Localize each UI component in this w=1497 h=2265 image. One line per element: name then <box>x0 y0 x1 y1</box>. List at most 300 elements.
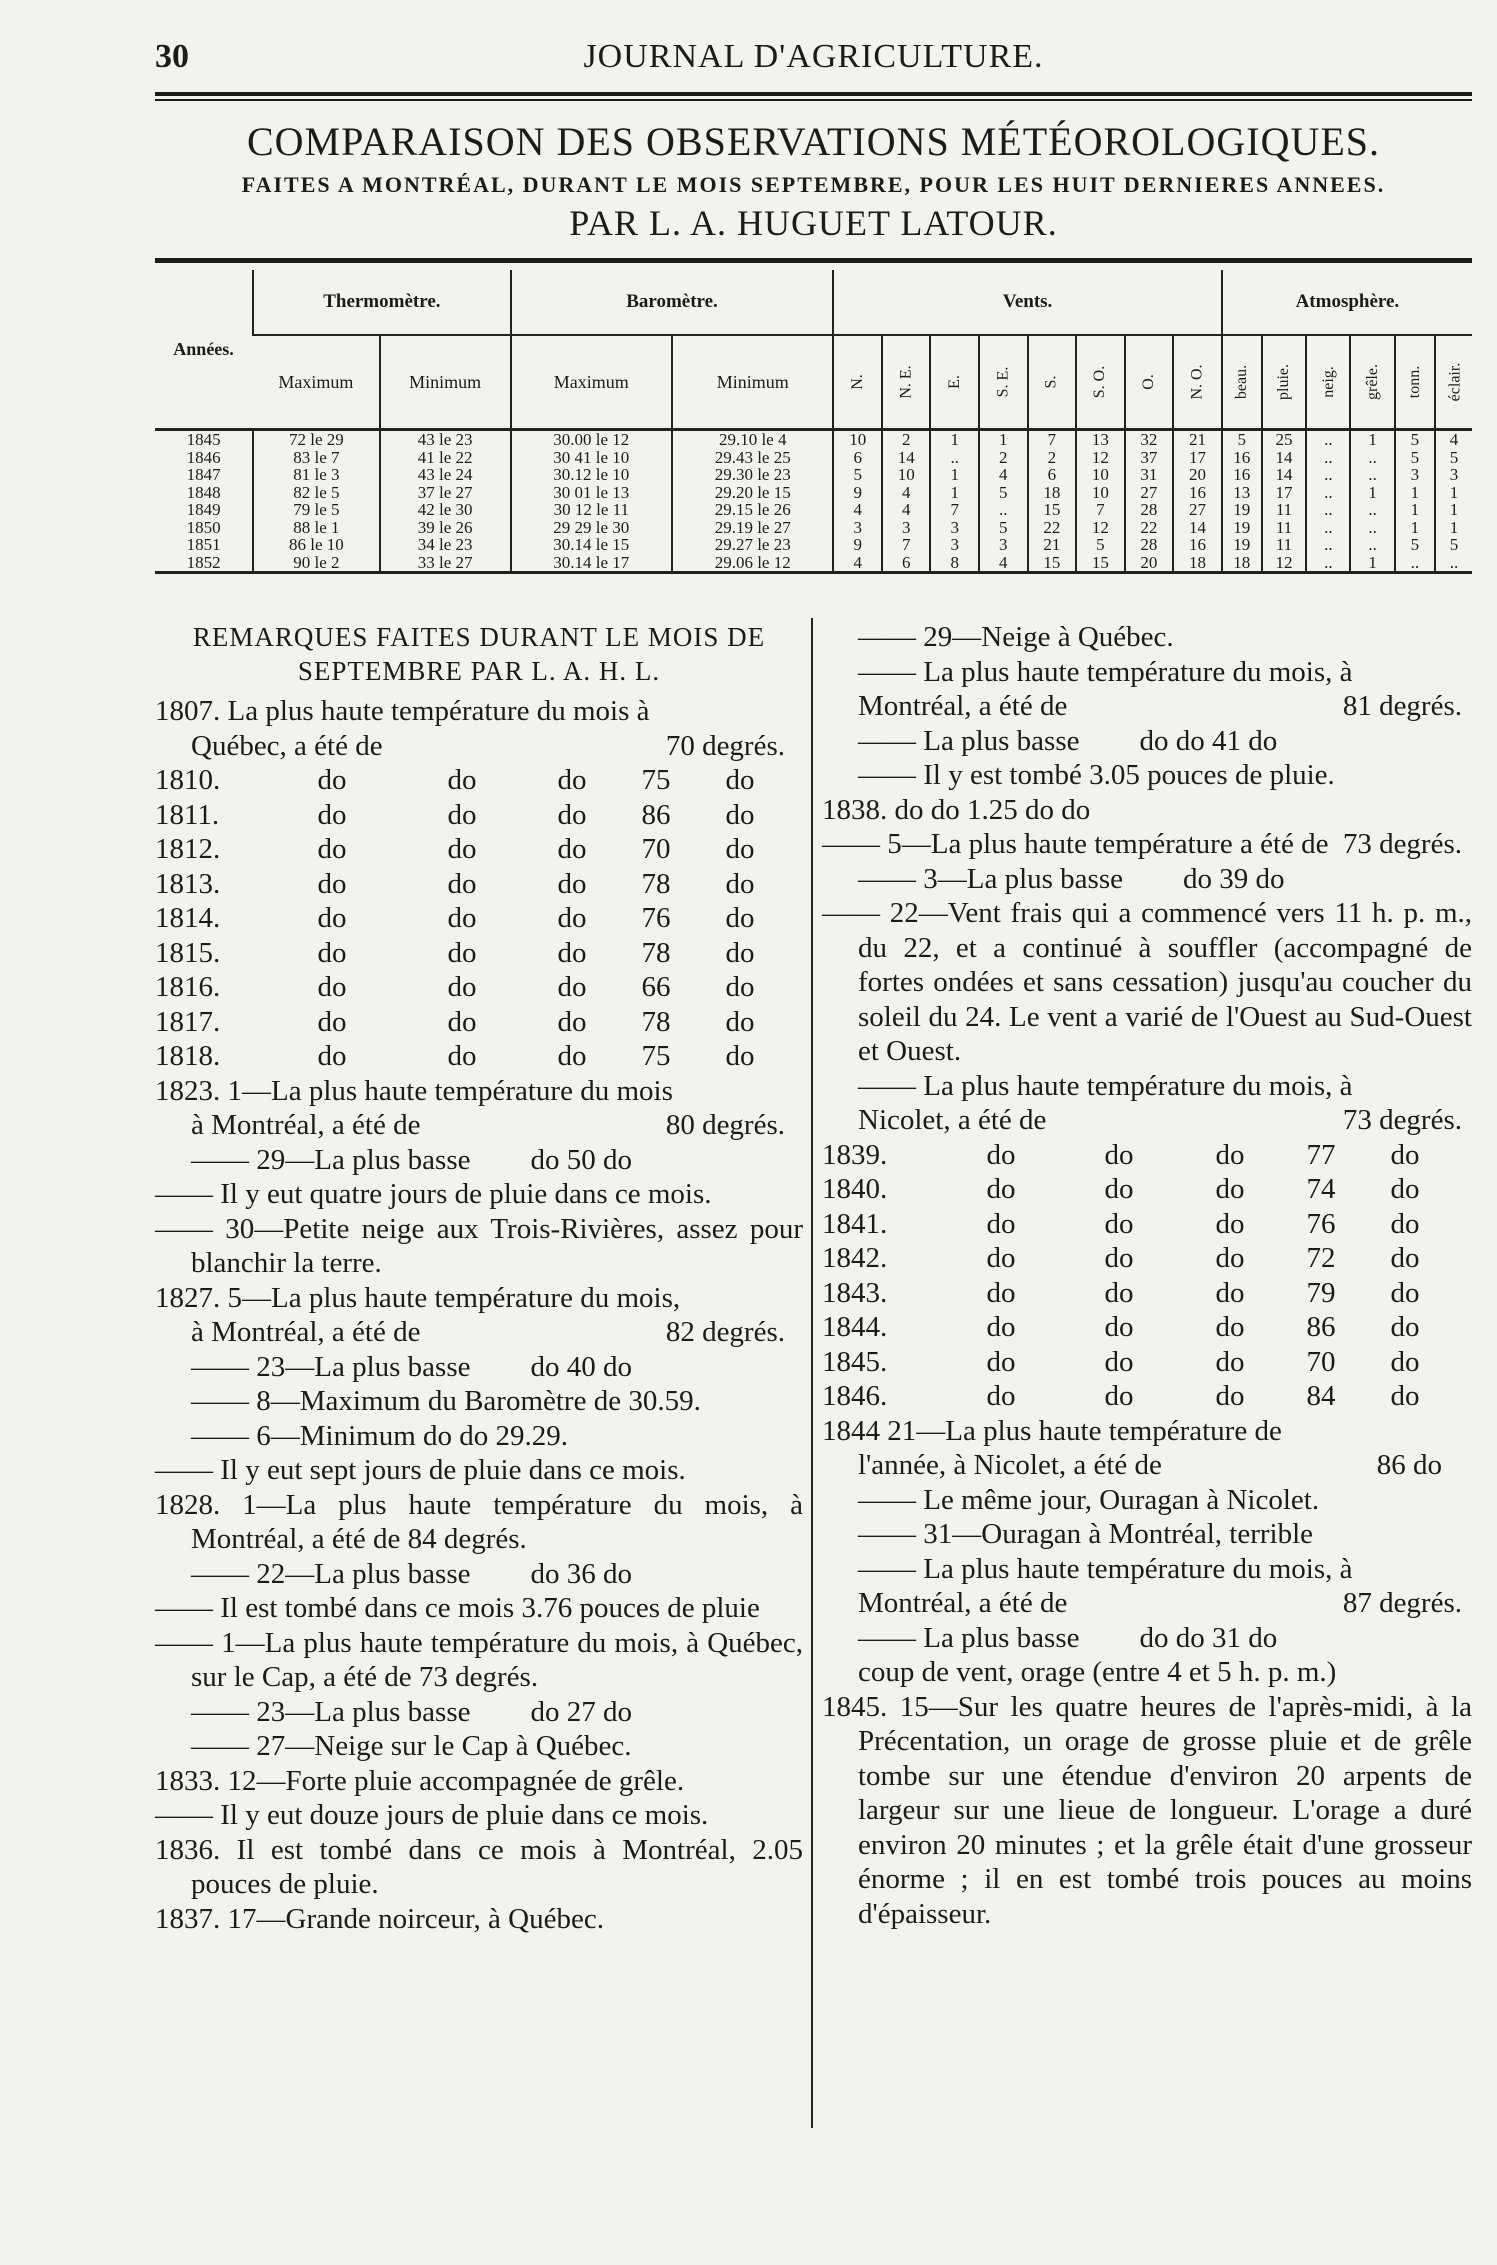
baro-min-header: Minimum <box>672 335 833 430</box>
atmosphere-cell: 19 <box>1222 519 1262 537</box>
ditto-year: 1815. <box>155 936 221 969</box>
ditto-cell: do <box>1215 1242 1245 1274</box>
ditto-row <box>155 763 803 798</box>
baro-min-cell: 29.06 le 12 <box>672 554 833 573</box>
ditto-cell: do <box>1104 1242 1134 1274</box>
ditto-cell: do <box>725 764 755 796</box>
wind-header-no: N. O. <box>1173 335 1222 430</box>
ditto-row <box>155 1039 803 1074</box>
ditto-cell: do <box>1390 1311 1420 1343</box>
remark-1845: 1845. 15—Sur les quatre heures de l'après-midi, à la Précentation, un orage de grosse pluie et de grêle tombe sur une étendue d'environ 20 arpents de largeur sur une lieue de longueur. L'orage a duré environ 20 minutes ; et la grêle était d'une grosseur énorme ; il en est tombé trois pouces au moins d'épaisseur. <box>822 1690 1472 1930</box>
remark-1827-low: —— 23—La plus basse do 40 do <box>191 1350 632 1383</box>
ditto-row <box>155 970 803 1005</box>
ditto-year: 1817. <box>155 1005 221 1038</box>
wind-cell: 2 <box>1028 449 1077 467</box>
wind-cell: 3 <box>930 519 979 537</box>
year-cell: 1848 <box>186 483 221 501</box>
wind-cell: 21 <box>1028 536 1077 554</box>
thermo-max-cell: 83 le 7 <box>253 449 380 467</box>
ditto-cell: do <box>557 936 587 969</box>
ditto-year: 1814. <box>155 902 221 934</box>
baro-max-cell: 30.12 le 10 <box>511 466 672 484</box>
ditto-cell: do <box>1104 1207 1134 1240</box>
remark-1833: 1833. 12—Forte pluie accompagnée de grêle. <box>155 1764 685 1797</box>
ditto-cell: do <box>317 1040 347 1072</box>
ditto-year: 1842. <box>822 1242 888 1274</box>
wind-cell: 1 <box>930 484 979 502</box>
atmosphere-header: Atmosphère. <box>1222 270 1472 335</box>
ditto-year: 1812. <box>155 833 221 865</box>
thermo-max-cell: 86 le 10 <box>253 536 380 554</box>
baro-min-cell: 29.10 le 4 <box>672 430 833 449</box>
atmosphere-cell: .. <box>1350 449 1394 467</box>
ditto-row <box>822 1379 1472 1414</box>
winds-header: Vents. <box>833 270 1221 335</box>
header-rule <box>155 92 1472 96</box>
ditto-cell: do <box>557 902 587 934</box>
wind-header-e: E. <box>930 335 979 430</box>
wind-cell: 1 <box>930 466 979 484</box>
remark-1823: 1823. 1—La plus haute température du mois <box>155 1074 673 1107</box>
atmosphere-cell: 12 <box>1262 554 1306 573</box>
ditto-year: 1816. <box>155 971 221 1003</box>
year-cell: 1845 <box>186 430 221 449</box>
wind-header-se: S. E. <box>979 335 1028 430</box>
ditto-year: 1845. <box>822 1345 888 1378</box>
ditto-cell: do <box>1104 1311 1134 1343</box>
remark-1827-cont: à Montréal, a été de 82 degrés. <box>191 1316 785 1348</box>
remarks-left-column <box>155 620 803 1936</box>
ditto-year: 1813. <box>155 867 221 900</box>
wind-cell: 5 <box>979 484 1028 502</box>
remark-1828-quebec-low: —— 23—La plus basse do 27 do <box>191 1695 632 1728</box>
atmosphere-cell: 14 <box>1262 449 1306 467</box>
wind-cell: 4 <box>979 466 1028 484</box>
wind-header-o: O. <box>1125 335 1174 430</box>
atmosphere-cell: .. <box>1306 519 1350 537</box>
atmosphere-cell: .. <box>1350 466 1394 484</box>
remark-1844-max-cont: Montréal, a été de 87 degrés. <box>858 1587 1462 1619</box>
ditto-year: 1839. <box>822 1138 888 1171</box>
ditto-cell: do <box>1390 1345 1420 1378</box>
atmosphere-cell: 3 <box>1395 466 1435 484</box>
wind-cell: 3 <box>930 536 979 554</box>
atmosphere-cell: 1 <box>1395 519 1435 537</box>
ditto-cell: 78 <box>641 867 671 900</box>
ditto-cell: do <box>986 1345 1016 1378</box>
atmos-header-beau: beau. <box>1222 335 1262 430</box>
wind-cell: 28 <box>1125 501 1174 519</box>
ditto-cell: do <box>1104 1173 1134 1205</box>
table-row <box>155 554 1472 573</box>
ditto-cell: do <box>447 833 477 865</box>
ditto-row <box>155 832 803 867</box>
article-subtitle: FAITES A MONTRÉAL, DURANT LE MOIS SEPTEMBRE, POUR LES HUIT DERNIERES ANNEES. <box>241 172 1386 197</box>
wind-cell: 5 <box>1076 536 1125 554</box>
column-divider <box>811 618 813 2128</box>
ditto-row <box>822 1345 1472 1380</box>
baro-max-cell: 30.00 le 12 <box>511 430 672 449</box>
atmosphere-cell: .. <box>1350 536 1394 554</box>
wind-cell: 6 <box>1028 466 1077 484</box>
remark-nicolet: —— La plus haute température du mois, à <box>858 1069 1353 1102</box>
wind-cell: 15 <box>1028 501 1077 519</box>
table-row <box>155 484 1472 502</box>
remark-1837-max-cont: Montréal, a été de 81 degrés. <box>858 690 1462 722</box>
baro-max-cell: 30.14 le 15 <box>511 536 672 554</box>
ditto-cell: do <box>986 1380 1016 1412</box>
ditto-cell: do <box>557 798 587 831</box>
thermo-max-cell: 88 le 1 <box>253 519 380 537</box>
ditto-cell: 86 <box>641 798 671 831</box>
years-header: Années. <box>155 270 253 430</box>
atmosphere-cell: 5 <box>1395 536 1435 554</box>
atmosphere-cell: 19 <box>1222 536 1262 554</box>
atmosphere-cell: .. <box>1306 466 1350 484</box>
atmosphere-cell: 5 <box>1435 536 1472 554</box>
remark-1838-wind: —— 22—Vent frais qui a commencé vers 11 h. p. m., du 22, et a continué à souffler (accompagné de fortes ondées et sans cessation) jusqu'au coucher du soleil du 24. Le vent a varié de l'Ouest au Sud-Ouest et Ouest. <box>822 897 1472 1067</box>
remark-1828-quebec: —— 1—La plus haute température du mois, à Québec, sur le Cap, a été de 73 degrés. <box>155 1626 803 1693</box>
atmosphere-cell: 18 <box>1222 554 1262 573</box>
baro-max-header: Maximum <box>511 335 672 430</box>
wind-cell: 5 <box>833 466 882 484</box>
ditto-cell: do <box>1215 1380 1245 1412</box>
remark-1837-max: —— La plus haute température du mois, à <box>858 655 1353 688</box>
ditto-row <box>822 1241 1472 1276</box>
wind-cell: 10 <box>833 430 882 449</box>
baro-min-cell: 29.15 le 26 <box>672 501 833 519</box>
table-row <box>155 449 1472 467</box>
wind-cell: 16 <box>1173 536 1222 554</box>
baro-max-cell: 30 01 le 13 <box>511 484 672 502</box>
wind-cell: 3 <box>979 536 1028 554</box>
remark-1833-rain: —— Il y eut douze jours de pluie dans ce mois. <box>155 1799 709 1831</box>
ditto-cell: do <box>447 798 477 831</box>
ditto-cell: do <box>986 1276 1016 1309</box>
year-cell: 1849 <box>186 501 221 519</box>
ditto-cell: do <box>986 1173 1016 1205</box>
ditto-cell: do <box>1390 1138 1420 1171</box>
wind-cell: 10 <box>1076 466 1125 484</box>
thermo-max-cell: 82 le 5 <box>253 484 380 502</box>
remark-1828: 1828. 1—La plus haute température du mois, à Montréal, a été de 84 degrés. <box>155 1488 803 1555</box>
article-title: COMPARAISON DES OBSERVATIONS MÉTÉOROLOGIQUES. <box>246 119 1381 164</box>
atmosphere-cell: 1 <box>1435 484 1472 502</box>
ditto-row <box>155 1005 803 1040</box>
remark-1838-min: —— 3—La plus basse do 39 do <box>858 862 1285 895</box>
year-cell: 1851 <box>186 536 221 554</box>
remark-1828-snow: —— 27—Neige sur le Cap à Québec. <box>191 1730 632 1762</box>
atmosphere-cell: 19 <box>1222 501 1262 519</box>
baro-min-cell: 29.43 le 25 <box>672 449 833 467</box>
wind-cell: 37 <box>1125 449 1174 467</box>
ditto-row <box>155 798 803 833</box>
ditto-cell: do <box>986 1242 1016 1274</box>
wind-cell: 22 <box>1028 519 1077 537</box>
atmosphere-cell: 1 <box>1395 501 1435 519</box>
baro-max-cell: 30.14 le 17 <box>511 554 672 573</box>
ditto-cell: do <box>1104 1380 1134 1412</box>
remark-1827-baro-max: —— 8—Maximum du Baromètre de 30.59. <box>191 1385 701 1417</box>
thermo-max-cell: 79 le 5 <box>253 501 380 519</box>
atmos-header-tonnerre: tonn. <box>1395 335 1435 430</box>
atmosphere-cell: .. <box>1306 554 1350 573</box>
ditto-cell: 86 <box>1306 1311 1336 1343</box>
atmosphere-cell: 5 <box>1222 430 1262 449</box>
remark-1844-min: —— La plus basse do do 31 do <box>858 1621 1278 1654</box>
wind-cell: 32 <box>1125 430 1174 449</box>
wind-cell: 14 <box>1173 519 1222 537</box>
wind-cell: 4 <box>882 501 931 519</box>
ditto-cell: do <box>447 902 477 934</box>
ditto-cell: 75 <box>641 1040 671 1072</box>
ditto-cell: 78 <box>641 1005 671 1038</box>
baro-min-cell: 29.19 le 27 <box>672 519 833 537</box>
thermo-max-cell: 72 le 29 <box>253 430 380 449</box>
atmosphere-cell: 1 <box>1435 501 1472 519</box>
thermo-min-cell: 33 le 27 <box>380 554 511 573</box>
wind-cell: 7 <box>1076 501 1125 519</box>
thermo-min-cell: 41 le 22 <box>380 449 511 467</box>
ditto-cell: do <box>1215 1276 1245 1309</box>
wind-cell: 20 <box>1125 554 1174 573</box>
wind-cell: 7 <box>1028 430 1077 449</box>
wind-cell: 4 <box>979 554 1028 573</box>
remark-1844-storm: coup de vent, orage (entre 4 et 5 h. p. m.) <box>858 1656 1337 1688</box>
atmosphere-cell: 16 <box>1222 449 1262 467</box>
ditto-cell: do <box>317 833 347 865</box>
ditto-cell: do <box>317 867 347 900</box>
thermo-min-cell: 34 le 23 <box>380 536 511 554</box>
ditto-year: 1840. <box>822 1173 888 1205</box>
ditto-row <box>155 936 803 971</box>
ditto-cell: do <box>725 798 755 831</box>
ditto-cell: 66 <box>641 971 671 1003</box>
ditto-cell: do <box>1215 1173 1245 1205</box>
ditto-year: 1841. <box>822 1207 888 1240</box>
atmosphere-cell: 5 <box>1395 430 1435 449</box>
year-cell: 1850 <box>186 518 221 536</box>
remark-nicolet-cont: Nicolet, a été de 73 degrés. <box>858 1104 1462 1136</box>
ditto-cell: do <box>447 764 477 796</box>
ditto-cell: 74 <box>1306 1173 1336 1205</box>
atmosphere-cell: 14 <box>1262 466 1306 484</box>
atmosphere-cell: 11 <box>1262 501 1306 519</box>
remark-1837-rain: —— Il y est tombé 3.05 pouces de pluie. <box>858 759 1335 791</box>
wind-cell: 1 <box>930 430 979 449</box>
barometer-header: Baromètre. <box>511 270 834 335</box>
table-row <box>155 466 1472 484</box>
ditto-cell: do <box>725 936 755 969</box>
remark-1823-snow: —— 30—Petite neige aux Trois-Rivières, assez pour blanchir la terre. <box>155 1212 803 1279</box>
remark-1837-snow: —— 29—Neige à Québec. <box>858 621 1174 653</box>
ditto-cell: do <box>1215 1311 1245 1343</box>
year-cell: 1847 <box>186 466 221 484</box>
thermo-min-cell: 39 le 26 <box>380 519 511 537</box>
remark-1844: 1844 21—La plus haute température de <box>822 1414 1282 1447</box>
wind-cell: 3 <box>833 519 882 537</box>
remark-1844-ouragan-nicolet: —— Le même jour, Ouragan à Nicolet. <box>858 1483 1320 1516</box>
remark-1827: 1827. 5—La plus haute température du mois, <box>155 1281 681 1314</box>
article-author: PAR L. A. HUGUET LATOUR. <box>569 203 1058 243</box>
wind-cell: 27 <box>1173 501 1222 519</box>
atmos-header-pluie: pluie. <box>1262 335 1306 430</box>
ditto-cell: do <box>317 1005 347 1038</box>
ditto-cell: do <box>557 1040 587 1072</box>
ditto-row <box>155 901 803 936</box>
atmosphere-cell: .. <box>1435 554 1472 573</box>
thermo-min-cell: 37 le 27 <box>380 484 511 502</box>
wind-cell: 7 <box>930 501 979 519</box>
atmosphere-cell: 4 <box>1435 430 1472 449</box>
remark-1838: 1838. do do 1.25 do do <box>822 793 1091 826</box>
ditto-cell: do <box>1104 1138 1134 1171</box>
remark-1844-cont: l'année, à Nicolet, a été de 86 do <box>858 1449 1442 1481</box>
ditto-cell: do <box>317 936 347 969</box>
ditto-cell: do <box>1215 1138 1245 1171</box>
atmosphere-cell: 13 <box>1222 484 1262 502</box>
remark-1844-max: —— La plus haute température du mois, à <box>858 1552 1353 1585</box>
wind-cell: 5 <box>979 519 1028 537</box>
ditto-cell: 76 <box>1306 1207 1336 1240</box>
wind-cell: 16 <box>1173 484 1222 502</box>
ditto-cell: do <box>447 1040 477 1072</box>
year-cell: 1852 <box>155 554 253 573</box>
ditto-cell: do <box>317 902 347 934</box>
ditto-cell: do <box>317 798 347 831</box>
ditto-year: 1818. <box>155 1040 221 1072</box>
remarks-right-column <box>822 620 1472 1931</box>
wind-cell: 12 <box>1076 519 1125 537</box>
wind-cell: 12 <box>1076 449 1125 467</box>
wind-cell: 4 <box>882 484 931 502</box>
remark-1827-rain: —— Il y eut sept jours de pluie dans ce mois. <box>155 1454 686 1486</box>
ditto-cell: do <box>986 1311 1016 1343</box>
remark-1838-max: —— 5—La plus haute température a été de 73 degrés. <box>822 828 1462 860</box>
atmos-header-neige: neig. <box>1306 335 1350 430</box>
ditto-cell: do <box>447 867 477 900</box>
ditto-cell: do <box>1390 1173 1420 1205</box>
right-do-rows <box>822 1138 1472 1414</box>
wind-cell: 3 <box>882 519 931 537</box>
journal-title: JOURNAL D'AGRICULTURE. <box>583 38 1044 75</box>
remark-1828-rain: —— Il est tombé dans ce mois 3.76 pouces de pluie <box>155 1592 760 1624</box>
atmosphere-cell: 1 <box>1350 554 1394 573</box>
ditto-cell: do <box>725 1005 755 1038</box>
ditto-cell: do <box>557 867 587 900</box>
header-rule-thin <box>155 99 1472 101</box>
remark-1807: 1807. La plus haute température du mois à <box>155 695 650 727</box>
baro-max-cell: 30 41 le 10 <box>511 449 672 467</box>
atmosphere-cell: 25 <box>1262 430 1306 449</box>
atmosphere-cell: .. <box>1395 554 1435 573</box>
wind-cell: 1 <box>979 430 1028 449</box>
atmosphere-cell: .. <box>1306 430 1350 449</box>
remark-1836: 1836. Il est tombé dans ce mois à Montréal, 2.05 pouces de pluie. <box>155 1833 803 1900</box>
wind-cell: 6 <box>882 554 931 573</box>
thermo-min-header: Minimum <box>380 335 511 430</box>
remark-1844-ouragan-montreal: —— 31—Ouragan à Montréal, terrible <box>858 1518 1313 1550</box>
ditto-row <box>155 867 803 902</box>
ditto-cell: 70 <box>641 833 671 865</box>
atmosphere-cell: 16 <box>1222 466 1262 484</box>
ditto-cell: do <box>725 833 755 865</box>
remark-1827-baro-min: —— 6—Minimum do do 29.29. <box>191 1419 569 1452</box>
atmosphere-cell: 1 <box>1395 484 1435 502</box>
wind-cell: 4 <box>833 501 882 519</box>
wind-cell: 10 <box>882 466 931 484</box>
ditto-cell: do <box>447 936 477 969</box>
ditto-cell: do <box>725 867 755 900</box>
wind-cell: 9 <box>833 536 882 554</box>
atmosphere-cell: 1 <box>1435 519 1472 537</box>
table-row <box>155 536 1472 554</box>
ditto-cell: 78 <box>641 936 671 969</box>
wind-cell: 20 <box>1173 466 1222 484</box>
wind-cell: 18 <box>1028 484 1077 502</box>
remark-1807-cont: Québec, a été de 70 degrés. <box>191 729 785 762</box>
wind-cell: 2 <box>979 449 1028 467</box>
atmosphere-cell: 5 <box>1435 449 1472 467</box>
ditto-year: 1811. <box>155 798 220 831</box>
left-do-rows <box>155 763 803 1074</box>
ditto-cell: 77 <box>1306 1138 1336 1171</box>
wind-cell: 9 <box>833 484 882 502</box>
atmos-header-grele: grêle. <box>1350 335 1394 430</box>
atmosphere-cell: 1 <box>1350 484 1394 502</box>
wind-cell: 22 <box>1125 519 1174 537</box>
wind-cell: 13 <box>1076 430 1125 449</box>
ditto-cell: 79 <box>1306 1276 1336 1309</box>
atmos-header-eclair: éclair. <box>1435 335 1472 430</box>
ditto-year: 1810. <box>155 764 221 796</box>
running-head <box>155 38 1472 78</box>
ditto-cell: do <box>447 1005 477 1038</box>
wind-cell: .. <box>930 449 979 467</box>
ditto-cell: do <box>557 833 587 865</box>
wind-cell: 27 <box>1125 484 1174 502</box>
ditto-row <box>822 1138 1472 1173</box>
wind-cell: 21 <box>1173 430 1222 449</box>
ditto-cell: do <box>557 764 587 796</box>
remark-1837: 1837. 17—Grande noirceur, à Québec. <box>155 1902 604 1935</box>
ditto-year: 1843. <box>822 1276 888 1309</box>
wind-cell: 17 <box>1173 449 1222 467</box>
wind-cell: 31 <box>1125 466 1174 484</box>
ditto-cell: do <box>725 971 755 1003</box>
wind-cell: .. <box>979 501 1028 519</box>
wind-header-so: S. O. <box>1076 335 1125 430</box>
table-row <box>155 501 1472 519</box>
ditto-cell: do <box>557 1005 587 1038</box>
wind-cell: 28 <box>1125 536 1174 554</box>
atmosphere-cell: 3 <box>1435 466 1472 484</box>
ditto-cell: do <box>1215 1207 1245 1240</box>
thermo-max-cell: 90 le 2 <box>253 554 380 573</box>
ditto-row <box>822 1207 1472 1242</box>
ditto-cell: do <box>1215 1345 1245 1378</box>
atmosphere-cell: 1 <box>1350 430 1394 449</box>
atmosphere-cell: .. <box>1306 484 1350 502</box>
thermo-max-header: Maximum <box>253 335 380 430</box>
ditto-cell: do <box>317 971 347 1003</box>
page-number: 30 <box>155 38 189 75</box>
atmosphere-cell: 5 <box>1395 449 1435 467</box>
baro-min-cell: 29.20 le 15 <box>672 484 833 502</box>
atmosphere-cell: .. <box>1306 536 1350 554</box>
table-row <box>155 430 1472 449</box>
ditto-year: 1846. <box>822 1380 888 1412</box>
